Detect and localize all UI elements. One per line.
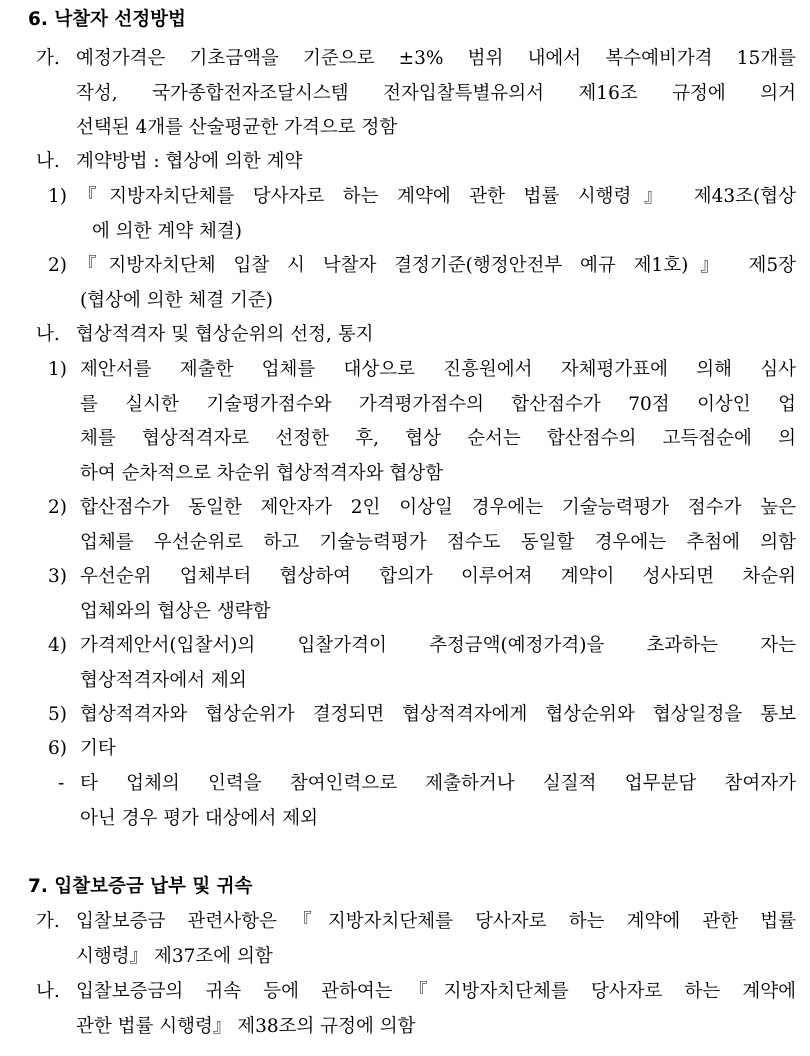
item-marker: 나. <box>36 981 60 1002</box>
item-marker: 가. <box>36 911 60 932</box>
negotiation-item-3 <box>48 560 796 629</box>
section-7-na <box>36 975 796 1044</box>
text-line: 협상적격자와 협상순위가 결정되면 협상적격자에게 협상순위와 협상일정을 통보 <box>80 704 796 725</box>
text-line: 체를 협상적격자로 선정한 후, 협상 순서는 합산점수의 고득점순에 의 <box>80 428 796 450</box>
text-line: 계약방법 : 협상에 의한 계약 <box>76 151 303 172</box>
section-6-ga <box>36 42 796 146</box>
text-line: 관한 법률 시행령』 제38조의 규정에 의함 <box>76 1015 416 1037</box>
text-line: 협상적격자 및 협상순위의 선정, 통지 <box>76 324 374 345</box>
item-marker: 나. <box>36 324 60 345</box>
text-line: 입찰보증금의 귀속 등에 관하여는『지방자치단체를 당사자로 하는 계약에 <box>76 981 796 1002</box>
text-line: 우선순위 업체부터 협상하여 합의가 이루어져 계약이 성사되면 차순위 <box>80 566 796 587</box>
text-line: 타 업체의 인력을 참여인력으로 제출하거나 실질적 업무분담 참여자가 <box>80 773 796 794</box>
text-line: 업체를 우선순위로 하고 기술능력평가 점수도 동일할 경우에는 추첨에 의함 <box>80 531 796 553</box>
text-line: 『지방자치단체를 당사자로 하는 계약에 관한 법률 시행령』 제43조(협상 <box>78 186 796 207</box>
text-line: 협상적격자에서 제외 <box>80 669 247 691</box>
text-line: 선택된 4개를 산술평균한 가격으로 정함 <box>76 117 398 139</box>
section-6-na-contract <box>36 145 796 180</box>
text-line: 아닌 경우 평가 대상에서 제외 <box>80 807 318 829</box>
item-marker: 4) <box>48 635 67 656</box>
text-line: 입찰보증금 관련사항은『지방자치단체를 당사자로 하는 계약에 관한 법률 <box>76 911 796 932</box>
item-marker: 3) <box>48 566 67 587</box>
negotiation-item-4 <box>48 629 796 698</box>
text-line: 가격제안서(입찰서)의 입찰가격이 추정금액(예정가격)을 초과하는 자는 <box>80 635 796 656</box>
text-line: 에 의한 계약 체결) <box>92 220 242 242</box>
dash-marker: - <box>58 773 65 794</box>
text-line: 시행령』 제37조에 의함 <box>76 945 273 967</box>
item-marker: 2) <box>48 255 67 276</box>
section-6-title: 6. 낙찰자 선정방법 <box>28 9 186 30</box>
section-7-title: 7. 입찰보증금 납부 및 귀속 <box>28 876 253 897</box>
text-line: 작성, 국가종합전자조달시스템 전자입찰특별유의서 제16조 규정에 의거 <box>76 82 796 104</box>
negotiation-item-2 <box>48 491 796 560</box>
section-7-ga <box>36 905 796 974</box>
contract-item-2 <box>48 249 796 318</box>
text-line: 합산점수가 동일한 제안자가 2인 이상일 경우에는 기술능력평가 점수가 높은 <box>80 497 796 518</box>
item-marker: 6) <box>48 738 67 759</box>
negotiation-item-1 <box>48 353 796 491</box>
text-line: 기타 <box>80 738 116 759</box>
text-line: 하여 순차적으로 차순위 협상적격자와 협상함 <box>80 462 444 484</box>
text-line: 예정가격은 기초금액을 기준으로 ±3% 범위 내에서 복수예비가격 15개를 <box>76 48 796 69</box>
text-line: (협상에 의한 체결 기준) <box>80 289 273 311</box>
item-marker: 나. <box>36 151 60 172</box>
item-marker: 가. <box>36 48 60 69</box>
item-marker: 5) <box>48 704 67 725</box>
text-line: 업체와의 협상은 생략함 <box>80 600 271 622</box>
negotiation-item-5 <box>48 698 796 733</box>
text-line: 를 실시한 기술평가점수와 가격평가점수의 합산점수가 70점 이상인 업 <box>80 393 796 415</box>
item-marker: 1) <box>48 359 67 380</box>
item-marker: 2) <box>48 497 67 518</box>
contract-item-1 <box>48 180 796 249</box>
text-line: 제안서를 제출한 업체를 대상으로 진흥원에서 자체평가표에 의해 심사 <box>80 359 796 380</box>
text-line: 『지방자치단체 입찰 시 낙찰자 결정기준(행정안전부 예규 제1호)』 제5장 <box>78 255 796 276</box>
item-marker: 1) <box>48 186 67 207</box>
section-6-na-negotiation <box>36 318 796 353</box>
negotiation-other-dash <box>58 767 796 836</box>
negotiation-item-6 <box>48 732 796 767</box>
